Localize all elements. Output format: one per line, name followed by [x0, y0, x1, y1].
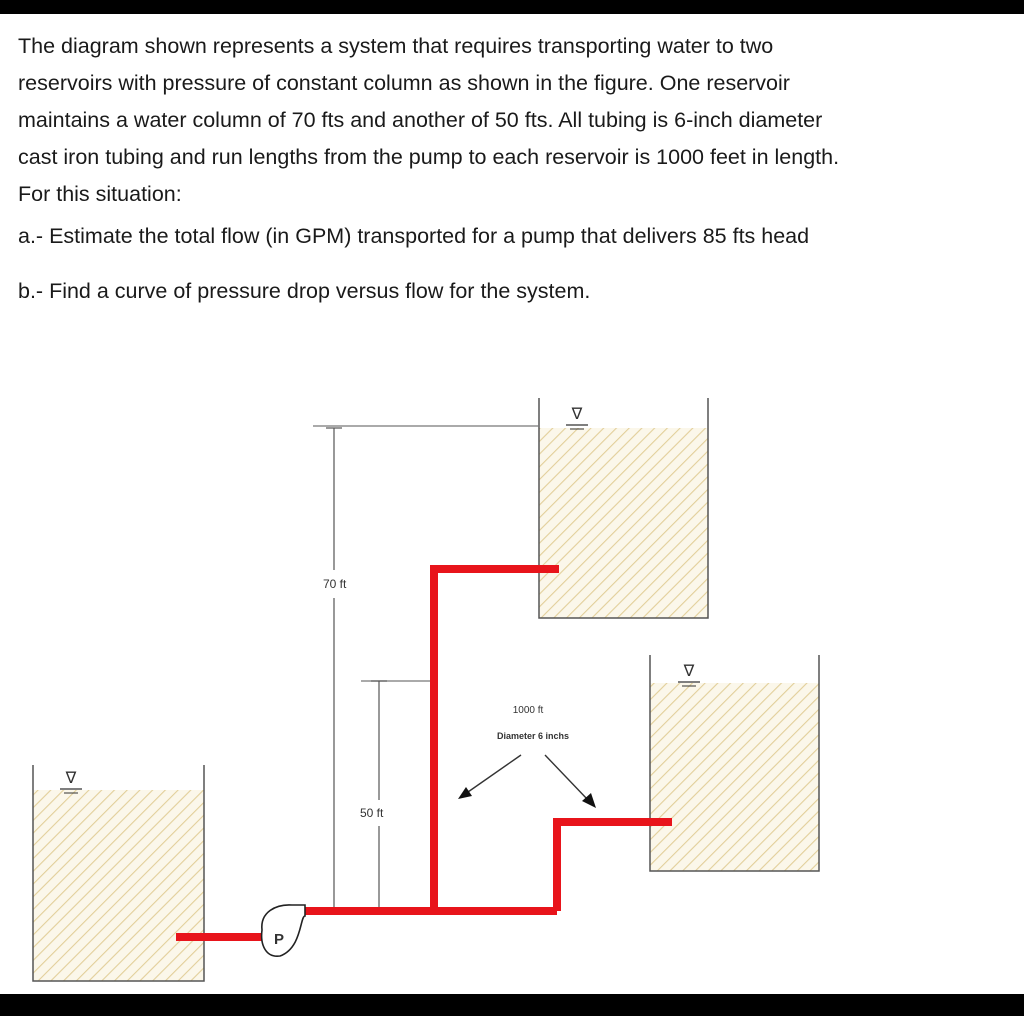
- svg-text:∇: ∇: [683, 663, 695, 680]
- pump-label: P: [273, 931, 285, 948]
- svg-text:∇: ∇: [571, 406, 583, 423]
- pipe-diameter-label: Diameter 6 inchs: [496, 731, 570, 741]
- intro-line-2: reservoirs with pressure of constant column as shown in the figure. One reservoir: [18, 71, 790, 95]
- lower-reservoir-water: [650, 683, 819, 871]
- pump: [262, 905, 305, 956]
- intro-line-1: The diagram shown represents a system that requires transporting water to two: [18, 34, 774, 58]
- lower-reservoir: [650, 655, 819, 871]
- lower-water-surface-icon: [678, 663, 700, 686]
- pipe-length-label: 1000 ft: [512, 705, 544, 716]
- supply-water-surface-icon: [60, 770, 82, 793]
- height-70-label: 70 ft: [323, 577, 347, 591]
- height-50-label: 50 ft: [360, 806, 384, 820]
- intro-line-5: For this situation:: [18, 182, 182, 206]
- supply-reservoir-water: [33, 790, 204, 981]
- supply-reservoir: [33, 765, 204, 981]
- annotation-arrows: [458, 755, 596, 808]
- dimension-50ft: [360, 681, 430, 908]
- left-arrow-head: [458, 787, 472, 799]
- intro-line-4: cast iron tubing and run lengths from the pump to each reservoir is 1000 feet in length.: [18, 145, 840, 169]
- pipe-network: [176, 569, 672, 937]
- question-b: b.- Find a curve of pressure drop versus flow for the system.: [18, 279, 591, 303]
- bottom-border-bar: [0, 994, 1024, 1016]
- question-a: a.- Estimate the total flow (in GPM) transported for a pump that delivers 85 fts head: [18, 224, 810, 248]
- right-arrow-line: [545, 755, 588, 800]
- left-arrow-line: [468, 755, 521, 792]
- svg-text:∇: ∇: [65, 770, 77, 787]
- dimension-70ft: [323, 428, 347, 908]
- intro-line-3: maintains a water column of 70 fts and another of 50 fts. All tubing is 6-inch diameter: [18, 108, 823, 132]
- upper-water-surface-icon: [566, 406, 588, 429]
- upper-reservoir-water: [539, 428, 708, 618]
- upper-reservoir: [313, 398, 708, 618]
